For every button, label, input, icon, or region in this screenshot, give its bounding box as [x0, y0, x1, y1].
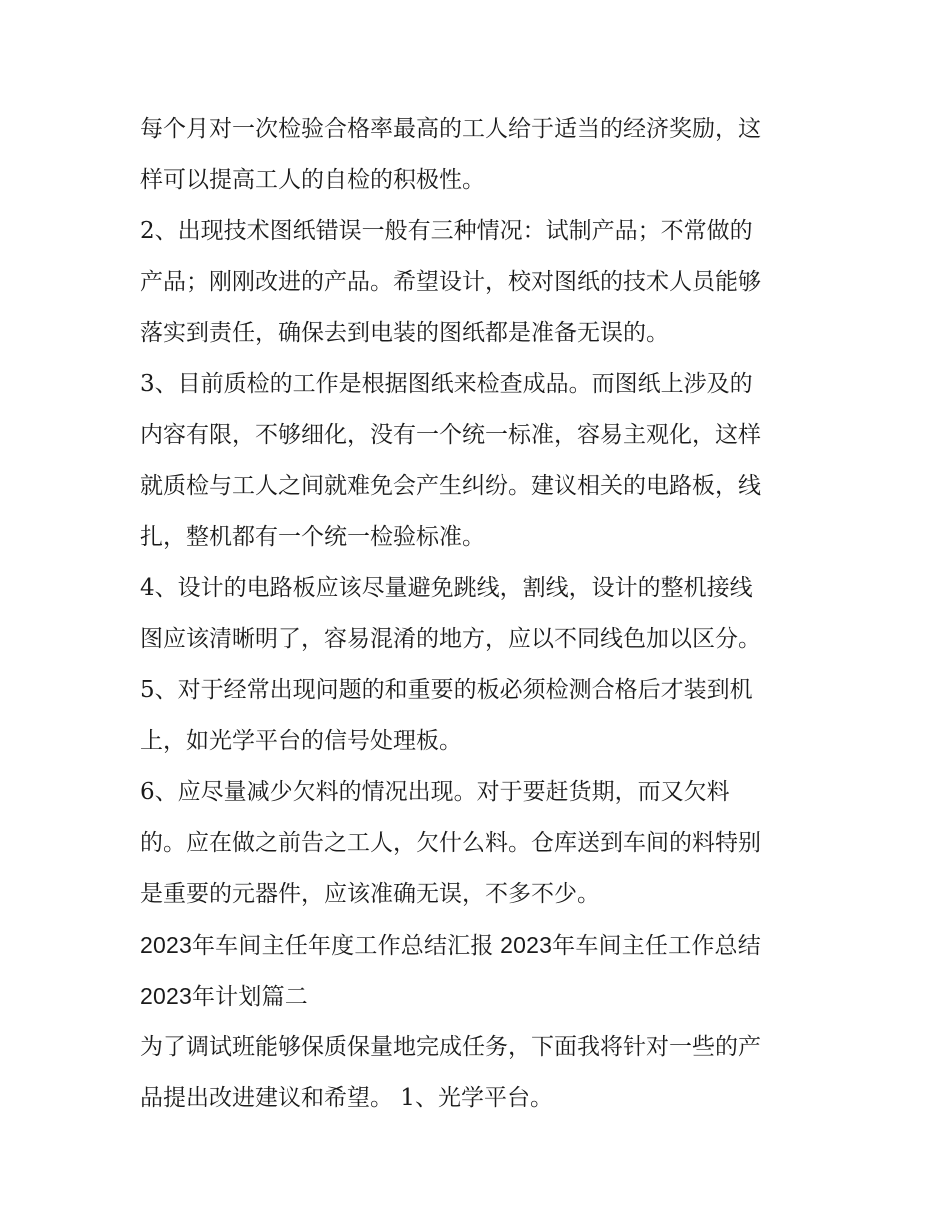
text-line: 是重要的元器件，应该准确无误，不多不少。 [140, 881, 600, 907]
document-body [140, 104, 820, 1124]
section-heading-line: 2023年计划篇二 [140, 983, 308, 1009]
text-line: 的。应在做之前告之工人，欠什么料。仓库送到车间的料特别 [140, 830, 761, 856]
text-line: 4、设计的电路板应该尽量避免跳线，割线，设计的整机接线 [140, 575, 753, 601]
text-line: 3、目前质检的工作是根据图纸来检查成品。而图纸上涉及的 [140, 371, 753, 397]
text-line: 每个月对一次检验合格率最高的工人给于适当的经济奖励，这 [140, 116, 761, 142]
text-line: 图应该清晰明了，容易混淆的地方，应以不同线色加以区分。 [140, 626, 761, 652]
text-line: 落实到责任，确保去到电装的图纸都是准备无误的。 [140, 320, 669, 346]
text-line: 6、应尽量减少欠料的情况出现。对于要赶货期，而又欠料 [140, 779, 730, 805]
text-line: 内容有限，不够细化，没有一个统一标准，容易主观化，这样 [140, 422, 761, 448]
text-line: 上，如光学平台的信号处理板。 [140, 728, 462, 754]
section-heading-line: 2023年车间主任年度工作总结汇报 2023年车间主任工作总结 [140, 932, 761, 958]
text-line: 样可以提高工人的自检的积极性。 [140, 167, 485, 193]
text-line: 2、出现技术图纸错误一般有三种情况：试制产品；不常做的 [140, 218, 753, 244]
text-line: 为了调试班能够保质保量地完成任务，下面我将针对一些的产 [140, 1034, 761, 1060]
text-line: 就质检与工人之间就难免会产生纠纷。建议相关的电路板，线 [140, 473, 761, 499]
text-line: 扎，整机都有一个统一检验标准。 [140, 524, 485, 550]
text-line: 品提出改进建议和希望。 1、光学平台。 [140, 1085, 553, 1111]
text-line: 产品；刚刚改进的产品。希望设计，校对图纸的技术人员能够 [140, 269, 761, 295]
text-line: 5、对于经常出现问题的和重要的板必须检测合格后才装到机 [140, 677, 753, 703]
